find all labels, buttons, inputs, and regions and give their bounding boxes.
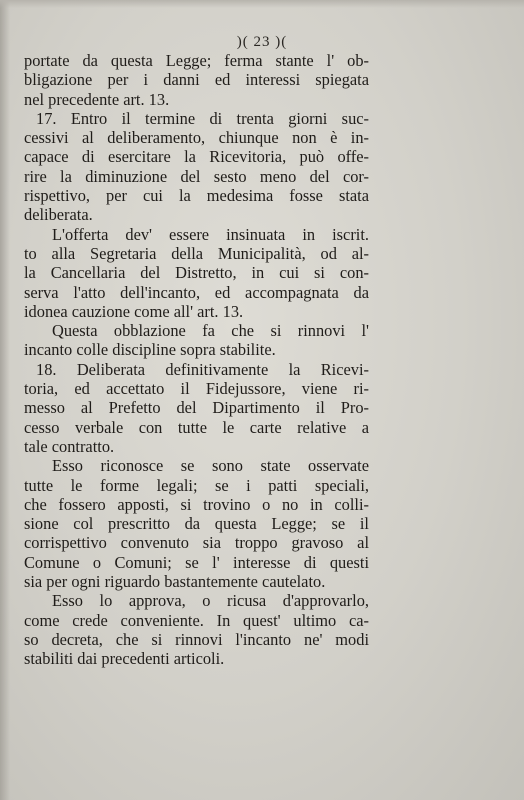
page-number-header: )( 23 )( bbox=[236, 34, 288, 50]
text-line: rispettivo, per cui la medesima fosse stata bbox=[24, 186, 369, 206]
text-line: cessivi al deliberamento, chiunque non è in- bbox=[24, 128, 369, 148]
text-line: Esso lo approva, o ricusa d'approvarlo, bbox=[52, 591, 369, 611]
text-line: deliberata. bbox=[24, 205, 93, 225]
text-line: corrispettivo convenuto sia troppo gravoso al bbox=[24, 533, 369, 553]
text-line: come crede conveniente. In quest' ultimo ca- bbox=[24, 610, 369, 630]
text-line: che fossero apposti, si trovino o no in colli- bbox=[24, 494, 369, 514]
text-line: nel precedente art. 13. bbox=[24, 89, 170, 109]
text-line: Questa obblazione fa che si rinnovi l' bbox=[52, 321, 369, 341]
text-line: la Cancellaria del Distretto, in cui si con- bbox=[24, 263, 369, 283]
text-line: rire la diminuzione del sesto meno del cor- bbox=[24, 166, 369, 186]
text-line: stabiliti dai precedenti articoli. bbox=[24, 649, 225, 669]
text-line: idonea cauzione come all' art. 13. bbox=[24, 301, 244, 321]
text-line: bligazione per i danni ed interessi spiegata bbox=[24, 70, 369, 90]
text-line: Comune o Comuni; se l' interesse di questi bbox=[24, 552, 369, 572]
article-18-start: 18. Deliberata definitivamente la Ricevi- bbox=[36, 359, 369, 379]
body-text bbox=[24, 51, 369, 669]
text-line: sia per ogni riguardo bastantemente cautelato. bbox=[24, 572, 326, 592]
text-line: to alla Segretaria della Municipalità, od al- bbox=[24, 243, 369, 263]
text-line: cesso verbale con tutte le carte relative a bbox=[24, 417, 369, 437]
article-17-start: 17. Entro il termine di trenta giorni suc- bbox=[36, 108, 369, 128]
text-line: toria, ed accettato il Fidejussore, viene ri- bbox=[24, 379, 369, 399]
text-line: L'offerta dev' essere insinuata in iscrit. bbox=[52, 224, 369, 244]
text-line: messo al Prefetto del Dipartimento il Pro- bbox=[24, 398, 369, 418]
text-line: incanto colle discipline sopra stabilite. bbox=[24, 340, 276, 360]
text-line: serva l'atto dell'incanto, ed accompagnata da bbox=[24, 282, 369, 302]
text-line: tale contratto. bbox=[24, 436, 115, 456]
text-line: so decreta, che si rinnovi l'incanto ne' modi bbox=[24, 629, 369, 649]
text-line: Esso riconosce se sono state osservate bbox=[52, 456, 369, 476]
text-line: tutte le forme legali; se i patti speciali, bbox=[24, 475, 369, 495]
text-line: sione col prescritto da questa Legge; se il bbox=[24, 514, 369, 534]
text-line: capace di esercitare la Ricevitoria, può offe- bbox=[24, 147, 369, 167]
text-line: portate da questa Legge; ferma stante l' ob- bbox=[24, 51, 369, 70]
